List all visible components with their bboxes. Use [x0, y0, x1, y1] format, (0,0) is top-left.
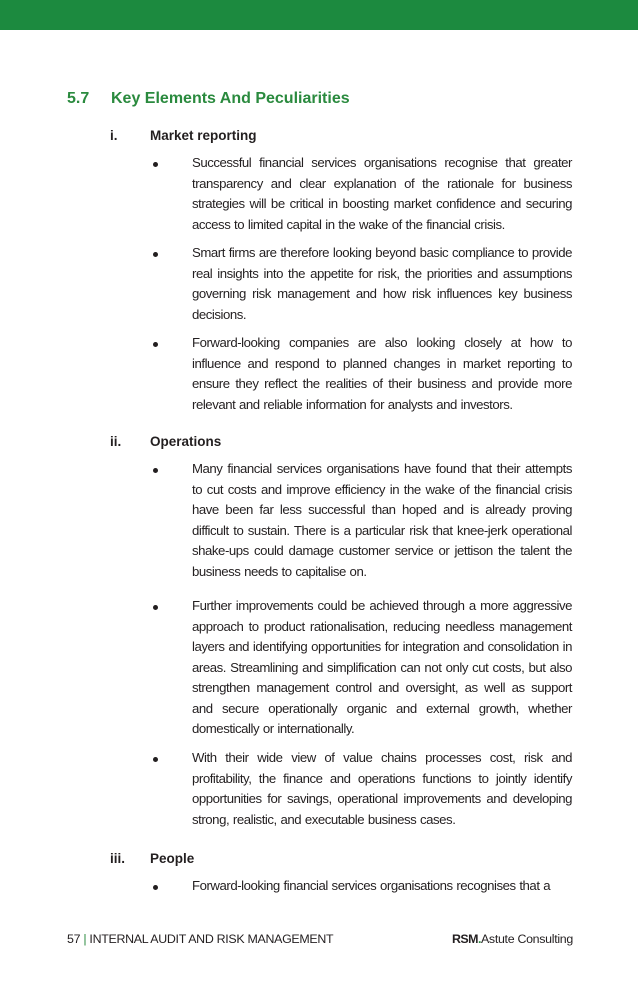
subsection-title: People: [150, 851, 195, 866]
bullet-icon: [153, 162, 158, 167]
subsection-title: Market reporting: [150, 128, 257, 143]
bullet-icon: [153, 605, 158, 610]
header-bar: [0, 0, 638, 30]
page-footer: [67, 932, 573, 950]
subsection-title: Operations: [150, 434, 222, 449]
logo-text: RSM: [451, 932, 479, 946]
bullet-icon: [153, 885, 158, 890]
subsection-numeral: i.: [110, 128, 118, 143]
bullet-icon: [153, 342, 158, 347]
section-title: Key Elements And Peculiarities: [111, 90, 350, 107]
subsection-heading-market-reporting: [110, 128, 257, 143]
bullet-paragraph: Successful financial services organisations recognise that greater transparency and clear explanation of the rationale for business strategies will be critical in boosting market confidence and securing access to limited capital in the wake of the financial crisis.: [192, 155, 572, 232]
section-number: 5.7: [67, 90, 90, 107]
bullet-icon: [153, 252, 158, 257]
subsection-heading-operations: [110, 434, 221, 449]
firm-name: Astute Consulting: [480, 932, 573, 946]
page-number: 57: [67, 932, 81, 946]
bullet-paragraph: Further improvements could be achieved through a more aggressive approach to product rationalisation, reducing needless management layers and identifying opportunities for integration and consolidation in areas. Streamlining and simplification can not only cut costs, but also strengthen management control and oversight, as well as support and secure operationally organic and external growth, whether domestically or internationally.: [192, 598, 572, 736]
subsection-heading-people: [110, 851, 194, 866]
bullet-icon: [153, 757, 158, 762]
bullet-paragraph: Forward-looking financial services organisations recognises that a: [192, 878, 551, 893]
bullet-paragraph: Many financial services organisations have found that their attempts to cut costs and improve efficiency in the wake of the financial crisis have been far less successful than hoped and is already proving difficult to sustain. There is a particular risk that knee-jerk operational shake-ups could damage customer service or jettison the talent the business needs to capitalise on.: [192, 461, 572, 579]
logo-dot: .: [478, 932, 481, 946]
bullet-paragraph: With their wide view of value chains processes cost, risk and profitability, the finance and operations functions to jointly identify opportunities for savings, operational improvements and developing strong, realistic, and executable business cases.: [192, 750, 572, 827]
subsection-numeral: ii.: [110, 434, 122, 449]
footer-separator: |: [83, 932, 87, 946]
document-title: INTERNAL AUDIT AND RISK MANAGEMENT: [89, 932, 334, 946]
rsm-logo: [452, 932, 481, 946]
bullet-paragraph: Smart firms are therefore looking beyond basic compliance to provide real insights into the appetite for risk, the priorities and assumptions governing risk management and how risk influences key business decisions.: [192, 245, 572, 322]
bullet-paragraph: Forward-looking companies are also looking closely at how to influence and respond to planned changes in market reporting to ensure they reflect the realities of their business and provide more relevant and reliable information for analysts and investors.: [192, 335, 572, 412]
footer-right: [452, 932, 573, 946]
section-heading: [67, 90, 350, 108]
footer-left: [67, 932, 333, 946]
bullet-icon: [153, 468, 158, 473]
subsection-numeral: iii.: [110, 851, 126, 866]
